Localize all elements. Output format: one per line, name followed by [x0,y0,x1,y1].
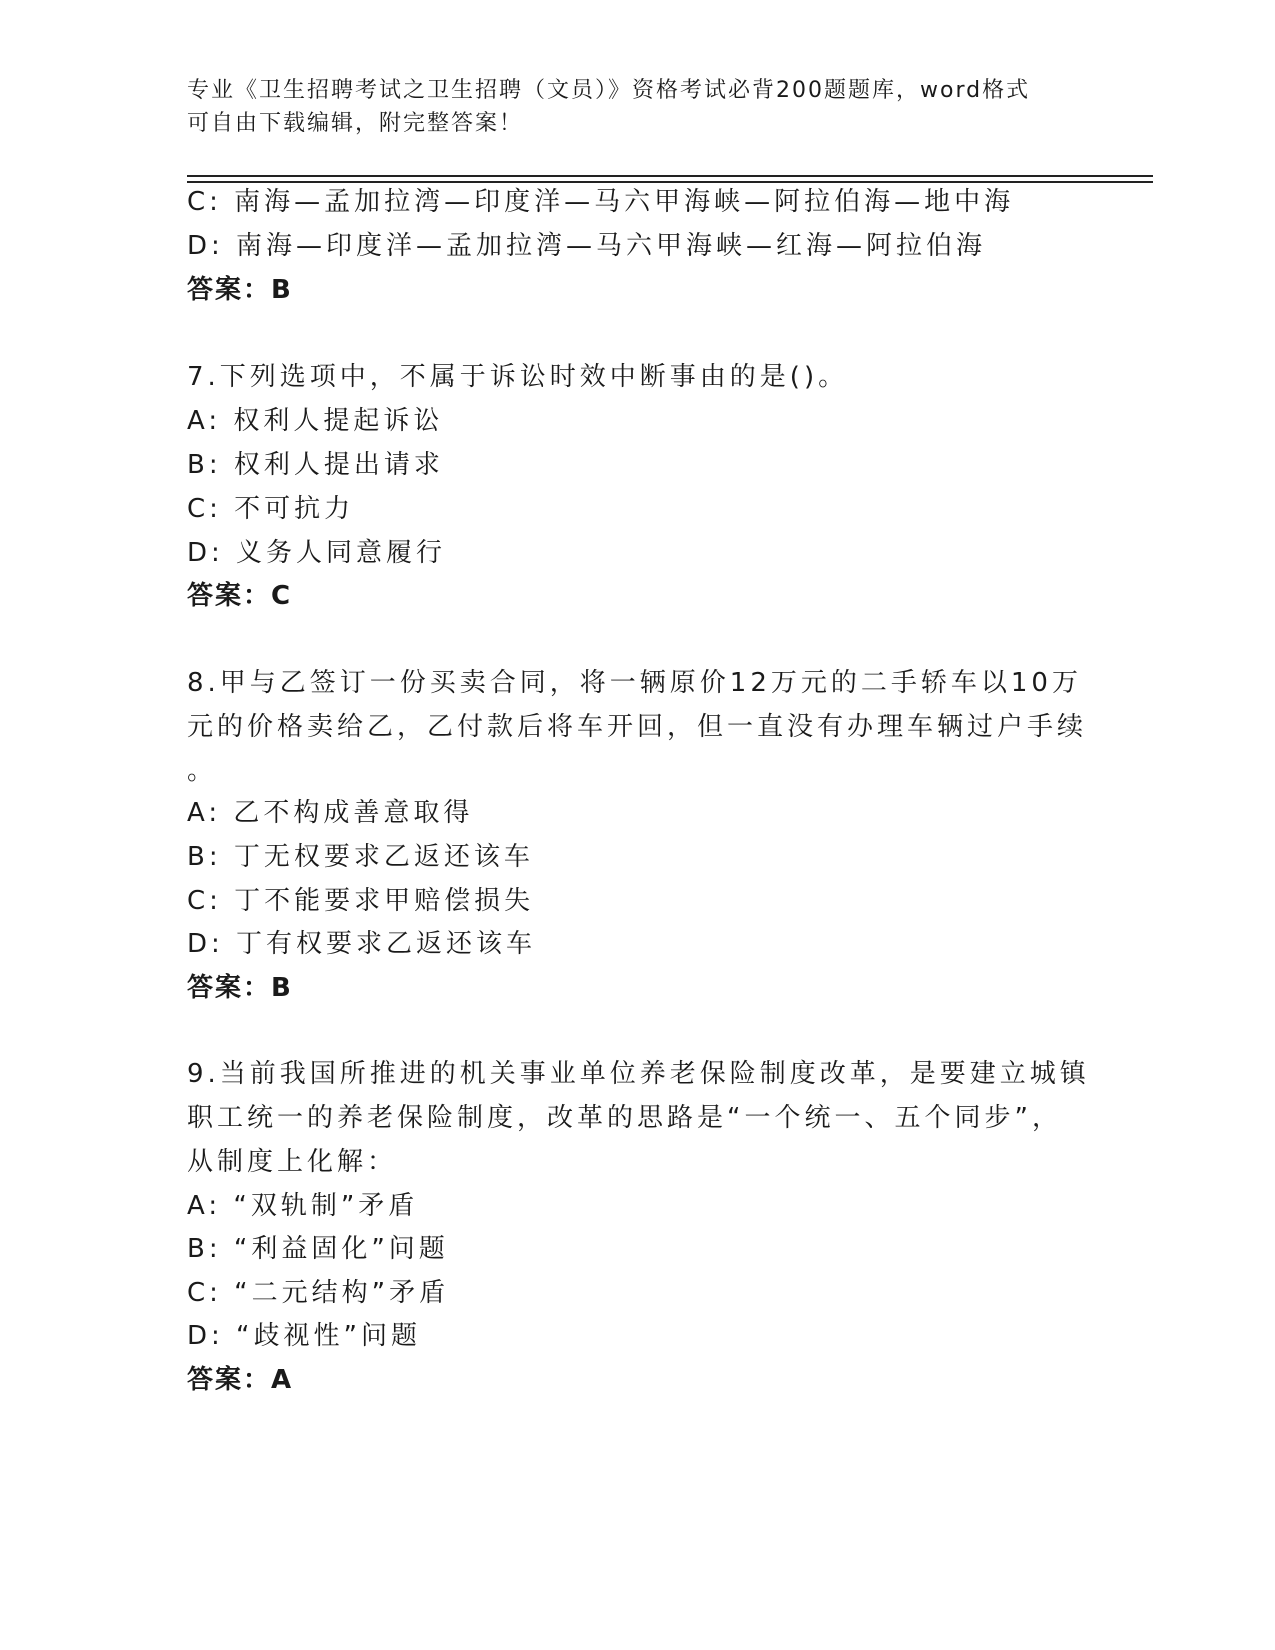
q9-option-d: D: “歧视性”问题 [187,1321,421,1351]
header-divider-bottom [187,181,1153,183]
q8-option-d: D: 丁有权要求乙返还该车 [187,929,537,959]
q8-option-a: A: 乙不构成善意取得 [187,798,474,828]
q8-stem-line-2: 元的价格卖给乙，乙付款后将车开回，但一直没有办理车辆过户手续 [187,712,1088,742]
q8-answer: 答案：B [187,973,293,1003]
q8-option-c: C: 丁不能要求甲赔偿损失 [187,886,535,916]
q9-stem-line-3: 从制度上化解： [187,1147,398,1177]
document-header [187,74,1087,140]
q9-answer: 答案：A [187,1365,294,1395]
q7-stem: 7.下列选项中，不属于诉讼时效中断事由的是()。 [187,362,849,392]
header-line-1: 专业《卫生招聘考试之卫生招聘（文员）》资格考试必背200题题库，word格式 [187,78,1031,103]
prev-answer: 答案：B [187,275,293,305]
q7-answer: 答案：C [187,581,293,611]
q9-option-a: A: “双轨制”矛盾 [187,1191,419,1221]
q7-option-c: C: 不可抗力 [187,494,355,524]
q9-option-c: C: “二元结构”矛盾 [187,1278,450,1308]
header-divider-top [187,175,1153,177]
q7-option-b: B: 权利人提出请求 [187,450,444,480]
header-line-2: 可自由下载编辑，附完整答案！ [187,111,524,136]
q9-stem-line-1: 9.当前我国所推进的机关事业单位养老保险制度改革，是要建立城镇 [187,1059,1090,1089]
prev-option-c: C: 南海—孟加拉湾—印度洋—马六甲海峡—阿拉伯海—地中海 [187,187,1015,217]
q7-option-d: D: 义务人同意履行 [187,538,447,568]
q9-option-b: B: “利益固化”问题 [187,1234,449,1264]
q8-stem-line-1: 8.甲与乙签订一份买卖合同，将一辆原价12万元的二手轿车以10万 [187,668,1082,698]
q8-option-b: B: 丁无权要求乙返还该车 [187,842,534,872]
q9-stem-line-2: 职工统一的养老保险制度，改革的思路是“一个统一、五个同步”， [187,1103,1062,1133]
q8-stem-line-3: 。 [187,756,218,786]
prev-option-d: D: 南海—印度洋—孟加拉湾—马六甲海峡—红海—阿拉伯海 [187,231,987,261]
q7-option-a: A: 权利人提起诉讼 [187,406,444,436]
